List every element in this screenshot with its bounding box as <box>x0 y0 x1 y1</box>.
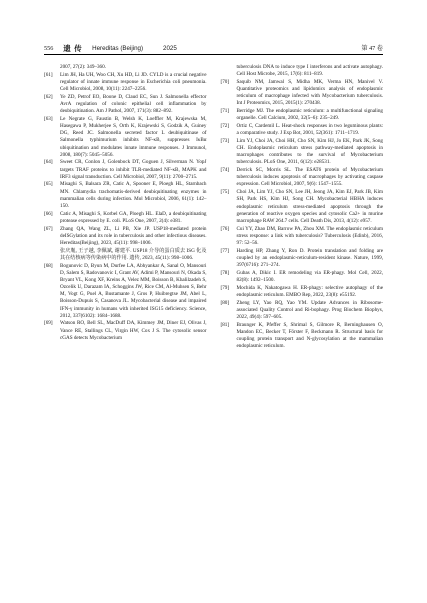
reference-number: [71] <box>220 108 230 115</box>
reference-text: Derrick SC, Morris SL. The ESAT6 protein of Mycobacterium tuberculosis induces apoptosis of macrophages by activating caspase expression. Cell Microbiol, 2007, 9(6): 1547–1555. <box>236 167 383 188</box>
reference-entry <box>221 167 384 188</box>
reference-number: [80] <box>220 299 230 306</box>
reference-text: Le Negrate G, Faustin B, Welsh K, Loeffler M, Krajewska M, Hasegawa P, Mukherjee S, Orth K, Krajewski S, Godzik A, Guiney DG, Reed JC. Salmonella secreted factor L deubiquitinase of Salmonella typhimurium inhibits NF-κB, suppresses IκBα ubiquitination and modulates innate immune responses. J Immunol, 2008, 180(7): 5045–5056. <box>60 115 207 158</box>
reference-text: Ortiz C, Cardemil L. Heat-shock responses in two leguminous plants: a comparative study. J Exp Bot, 2001, 52(361): 1711–1719. <box>236 123 383 137</box>
reference-text: Catic A, Misaghi S, Korbel GA, Ploegh HL. ElaD, a deubiquitinating protease expressed by E. coli. PLoS One, 2007, 2(4): e381. <box>60 210 207 224</box>
reference-entry <box>44 116 207 159</box>
journal-name: Hereditas (Beijing) <box>92 45 144 52</box>
reference-text: Mochida K, Nakatogawa H. ER-phagy: selective autophagy of the endoplasmic reticulum. EMBO Rep, 2022, 23(8): e55192. <box>236 284 383 298</box>
reference-text: Choi JA, Lim YJ, Cho SN, Lee JH, Jeong JA, Kim EJ, Park JB, Kim SH, Park HS, Kim HJ, Song CH. Mycobacterial HBHA induces endoplasmic reticulum stress-mediated apoptosis through the generation of reactive oxygen species and cytosolic Ca2+ in murine macrophage RAW 264.7 cells. Cell Death Dis, 2013, 4(12): e957. <box>236 189 383 224</box>
reference-entry <box>221 248 384 269</box>
reference-entry <box>44 248 207 262</box>
reference-text: Lim JH, Ha UH, Woo CH, Xu HD, Li JD. CYLD is a crucial negative regulator of innate immune response in Escherichia coli pneumonia. Cell Microbiol, 2008, 10(11): 2247–2256. <box>60 71 207 93</box>
reference-entry <box>221 270 384 284</box>
reference-entry <box>221 189 384 225</box>
reference-text: Watson RO, Bell SL, MacDuff DA, Kimmey JM, Diner EJ, Olivas J, Vance RE, Stallings CL, Virgin HW, Cox J S. The cytosolic sensor cGAS detects Mycobacterium <box>60 320 207 341</box>
reference-number: [66] <box>44 210 53 217</box>
reference-number: [62] <box>44 93 53 100</box>
journal-year: 2025 <box>163 45 177 52</box>
reference-number: [77] <box>220 247 230 254</box>
reference-entry <box>44 94 207 115</box>
reference-number: [68] <box>44 262 53 269</box>
reference-number: [78] <box>220 269 230 276</box>
reference-entry <box>44 263 207 320</box>
reference-number: [70] <box>220 78 230 85</box>
reference-entry <box>221 322 384 351</box>
reference-entry <box>221 226 384 247</box>
page-number: 556 <box>44 45 54 52</box>
reference-entry <box>221 64 384 78</box>
reference-text: Berridge MJ. The endoplasmic reticulum: a multifunctional signaling organelle. Cell Calcium, 2002, 32(5–6): 235–249. <box>236 108 383 122</box>
running-header <box>44 40 383 55</box>
reference-text: Zhang QA, Wang ZL, Li PB, Xie JP. USP18-mediated protein deISGylation and its role in tuberculosis and other infectious diseases. Hereditas(Beijing), 2023, 45(11): 998–1006. <box>60 225 207 246</box>
reference-entry <box>44 320 207 341</box>
reference-entry <box>44 226 207 247</box>
reference-number: [69] <box>44 320 53 327</box>
reference-column-right <box>221 64 384 351</box>
reference-text: Gubas A, Dikic I. ER remodeling via ER-phagy. Mol Cell, 2022, 82(8): 1492–1500. <box>236 269 383 283</box>
reference-entry <box>44 72 207 93</box>
reference-text: 张庆胤, 王子越, 李佩斌, 谢建平. USP18 介导的蛋白质去 ISG 化及其在结核病等传染病中的作用. 遗传, 2023, 45(11): 998–1006. <box>60 247 207 261</box>
reference-text: Ye ZD, Petrof EO, Boone D, Claud EC, Sun J. Salmonella effector AvrA regulation of colonic epithelial cell inflammation by deubiquitination. Am J Pathol, 2007, 171(3): 882–892. <box>60 93 207 115</box>
reference-entry <box>44 181 207 210</box>
reference-entry <box>221 123 384 137</box>
reference-entry <box>221 108 384 122</box>
reference-entry <box>221 79 384 108</box>
reference-text: 2007, 27(2): 349–360. <box>60 64 106 70</box>
reference-number: [76] <box>220 225 230 232</box>
reference-number: [73] <box>220 137 230 144</box>
reference-columns <box>44 64 383 351</box>
reference-text: Cui YY, Zhao DM, Barrow PA, Zhou XM. The endoplasmic reticulum stress response: a link with tuberculosis? Tuberculosis (Edinb), 2016, 97: 52–56. <box>236 225 383 246</box>
reference-number: [61] <box>44 71 53 78</box>
journal-logo: 遗 传 <box>63 43 83 53</box>
reference-text: Sweet CR, Conlon J, Golenbock DT, Goguen J, Silverman N. YopJ targets TRAF proteins to inhibit TLR-mediated NF-κB, MAPK and IRF3 signal transduction. Cell Microbiol, 2007, 9(11): 2700–2715. <box>60 159 207 180</box>
reference-text: Misaghi S, Balsara ZR, Catic A, Spooner E, Ploegh HL, Starnbach MN. Chlamydia trachomatis-derived deubiquitinating enzymes in mammalian cells during infection. Mol Microbiol, 2006, 61(1): 142–150. <box>60 181 207 209</box>
reference-entry <box>44 211 207 225</box>
reference-entry <box>44 64 207 71</box>
reference-entry <box>44 159 207 180</box>
reference-number: [67] <box>44 225 53 232</box>
journal-volume: 第 47 卷 <box>361 45 383 52</box>
reference-number: [79] <box>220 284 230 291</box>
reference-number: [81] <box>220 321 230 328</box>
reference-text: Braunger K, Pfeffer S, Shrimal S, Gilmore R, Berninghausen O, Mandon EC, Becker T, Förster F, Beckmann R. Structural basis for coupling protein transport and N-glycosylation at the mammalian endoplasmic reticulum. <box>236 321 383 350</box>
reference-text: Saquib NM, Jamwal S, Midha MK, Verma HN, Manivel V. Quantitative proteomics and lipidomics analysis of endoplasmic reticulum of macrophage infected with Mycobacterium tuberculosis. Int J Proteomics, 2015, 2015(1): 270438. <box>236 78 383 107</box>
reference-text: Harding HP, Zhang Y, Ron D. Protein translation and folding are coupled by an endoplasmic-reticulum-resident kinase. Nature, 1999, 397(6716): 271–274. <box>236 247 383 268</box>
reference-entry <box>221 300 384 321</box>
reference-text: tuberculosis DNA to induce type I interferons and activate autophagy. Cell Host Microbe, 2015, 17(6): 811–819. <box>236 64 383 78</box>
reference-number: [64] <box>44 159 53 166</box>
reference-number: [63] <box>44 115 53 122</box>
reference-entry <box>221 285 384 299</box>
reference-text: Bogunovic D, Byun M, Durfee LA, Abhyankar A, Sanal O, Mansouri D, Salem S, Radovanovic I, Grant AV, Adimi P, Mansouri N, Okada S, Bryant VL, Kong XF, Kreins A, Velez MM, Boisson B, Khalilzadeh S, Ozcelik U, Darazam IA, Schoggins JW, Rice CM, Al-Muhsen S, Behr M, Vogt G, Puel A, Bustamante J, Gros P, Huibregtse JM, Abel L, Boisson-Dupuis S, Casanova JL. Mycobacterial disease and impaired IFN-γ immunity in humans with inherited ISG15 deficiency. Science, 2012, 337(6102): 1684–1688. <box>60 262 207 319</box>
reference-column-left <box>44 64 207 351</box>
reference-text: Zheng LY, Yao RQ, Yao YM. Update Advances in Ribosome-associated Quality Control and Ri-bophagy. Prog Biochem Biophys, 2022, 49(4): 597–605. <box>236 299 383 320</box>
reference-number: [65] <box>44 181 53 188</box>
reference-number: [75] <box>220 189 230 196</box>
reference-entry <box>221 138 384 167</box>
reference-number: [72] <box>220 123 230 130</box>
header-left <box>44 45 177 52</box>
reference-text: Lim YJ, Choi JA, Choi HH, Cho SN, Kim HJ, Jo EK, Park JK, Song CH. Endoplasmic reticulum stress pathway-mediated apoptosis in macrophages contributes to the survival of Mycobacterium tuberculosis. PLoS One, 2011, 6(12): e28531. <box>236 137 383 166</box>
reference-number: [74] <box>220 167 230 174</box>
